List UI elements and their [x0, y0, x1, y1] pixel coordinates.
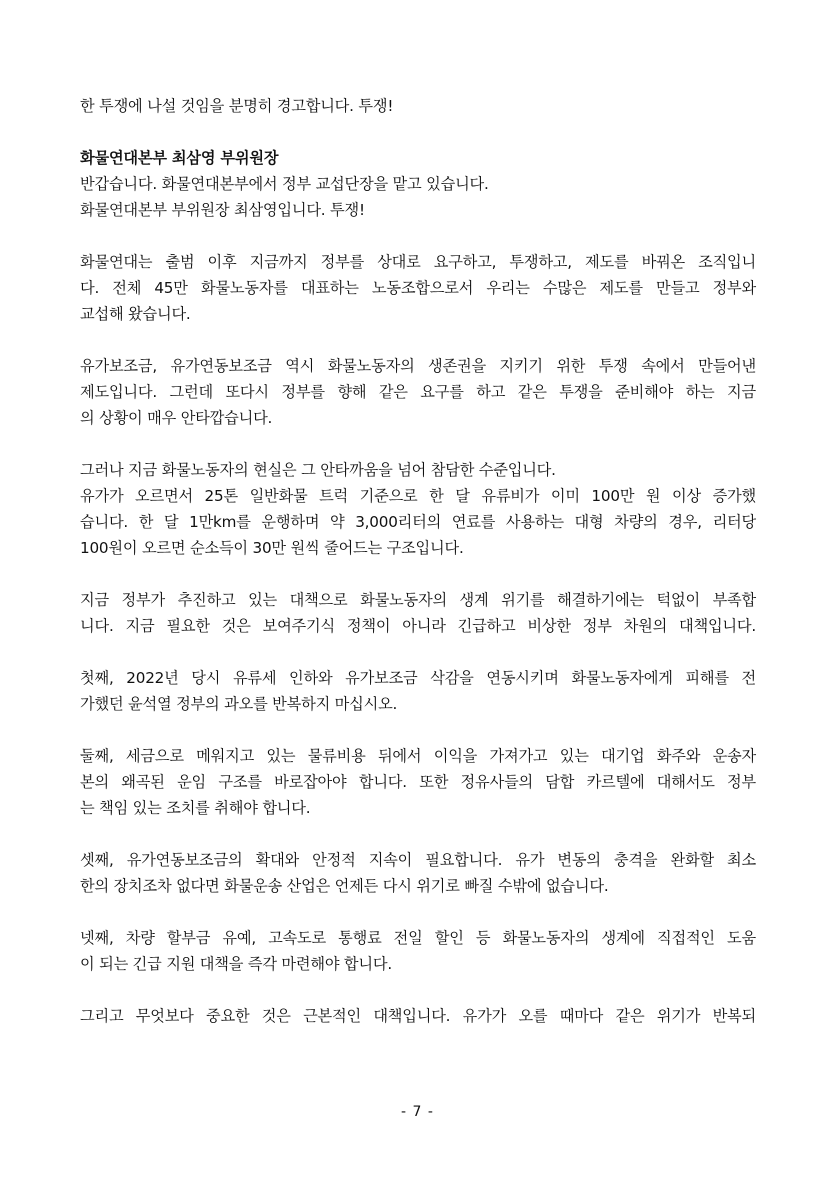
paragraph-line: 한의 장치조차 없다면 화물운송 산업은 언제든 다시 위기로 빠질 수밖에 없습니다.: [80, 877, 609, 895]
paragraph-gap: [80, 223, 756, 249]
paragraph-line: 다. 전체 45만 화물노동자를 대표하는 노동조합으로서 우리는 수많은 제도를 만들고 정부와: [80, 279, 756, 297]
paragraph-gap: [80, 717, 756, 743]
paragraph: [80, 1003, 756, 1029]
paragraph-line: 첫째, 2022년 당시 유류세 인하와 유가보조금 삭감을 연동시키며 화물노동자에게 피해를 전: [80, 669, 756, 687]
greeting-line: 화물연대본부 부위원장 최삼영입니다. 투쟁!: [80, 201, 365, 219]
paragraph: [80, 457, 756, 561]
paragraph-line: 이 되는 긴급 지원 대책을 즉각 마련해야 합니다.: [80, 955, 392, 973]
paragraph-gap: [80, 431, 756, 457]
paragraph-line: 니다. 지금 필요한 것은 보여주기식 정책이 아니라 긴급하고 비상한 정부 차원의 대책입니다.: [80, 617, 756, 635]
paragraph-gap: [80, 977, 756, 1003]
paragraph-line: 의 상황이 매우 안타깝습니다.: [80, 409, 273, 427]
paragraph: [80, 587, 756, 639]
paragraph-line: 는 책임 있는 조치를 취해야 합니다.: [80, 799, 311, 817]
paragraph-line: 그리고 무엇보다 중요한 것은 근본적인 대책입니다. 유가가 오를 때마다 같은 위기가 반복되: [80, 1007, 756, 1025]
paragraph-line: 제도입니다. 그런데 또다시 정부를 향해 같은 요구를 하고 같은 투쟁을 준비해야 하는 지금: [80, 383, 756, 401]
paragraph-line: 100원이 오르면 순소득이 30만 원씩 줄어드는 구조입니다.: [80, 539, 464, 557]
paragraph: [80, 353, 756, 431]
intro-line: 한 투쟁에 나설 것임을 분명히 경고합니다. 투쟁!: [80, 97, 394, 115]
paragraph: [80, 249, 756, 327]
speaker-heading: 화물연대본부 최삼영 부위원장: [80, 149, 279, 167]
paragraph-line: 습니다. 한 달 1만km를 운행하며 약 3,000리터의 연료를 사용하는 대형 차량의 경우, 리터당: [80, 513, 756, 531]
paragraph-line: 넷째, 차량 할부금 유예, 고속도로 통행료 전일 할인 등 화물노동자의 생계에 직접적인 도움: [80, 929, 756, 947]
paragraph-line: 화물연대는 출범 이후 지금까지 정부를 상대로 요구하고, 투쟁하고, 제도를 바꿔온 조직입니: [80, 253, 756, 271]
paragraph: [80, 925, 756, 977]
paragraph-gap: [80, 561, 756, 587]
document-page: [80, 93, 756, 1029]
paragraph-line: 교섭해 왔습니다.: [80, 305, 191, 323]
paragraph: [80, 847, 756, 899]
paragraph-line: 그러나 지금 화물노동자의 현실은 그 안타까움을 넘어 참담한 수준입니다.: [80, 461, 556, 479]
paragraph: [80, 665, 756, 717]
paragraph-line: 지금 정부가 추진하고 있는 대책으로 화물노동자의 생계 위기를 해결하기에는 턱없이 부족합: [80, 591, 756, 609]
paragraph-line: 셋째, 유가연동보조금의 확대와 안정적 지속이 필요합니다. 유가 변동의 충격을 완화할 최소: [80, 851, 756, 869]
paragraph-line: 둘째, 세금으로 메워지고 있는 물류비용 뒤에서 이익을 가져가고 있는 대기업 화주와 운송자: [80, 747, 756, 765]
paragraph-gap: [80, 327, 756, 353]
paragraph-gap: [80, 899, 756, 925]
paragraph-gap: [80, 821, 756, 847]
paragraph-line: 본의 왜곡된 운임 구조를 바로잡아야 합니다. 또한 정유사들의 담합 카르텔에 대해서도 정부: [80, 773, 756, 791]
paragraph-gap: [80, 639, 756, 665]
paragraph-gap: [80, 119, 756, 145]
paragraph: [80, 743, 756, 821]
greeting-line: 반갑습니다. 화물연대본부에서 정부 교섭단장을 맡고 있습니다.: [80, 175, 489, 193]
page-number: - 7 -: [401, 1104, 434, 1120]
paragraph-line: 유가가 오르면서 25톤 일반화물 트럭 기준으로 한 달 유류비가 이미 100만 원 이상 증가했: [80, 487, 756, 505]
paragraph-line: 가했던 윤석열 정부의 과오를 반복하지 마십시오.: [80, 695, 398, 713]
paragraph-line: 유가보조금, 유가연동보조금 역시 화물노동자의 생존권을 지키기 위한 투쟁 속에서 만들어낸: [80, 357, 756, 375]
